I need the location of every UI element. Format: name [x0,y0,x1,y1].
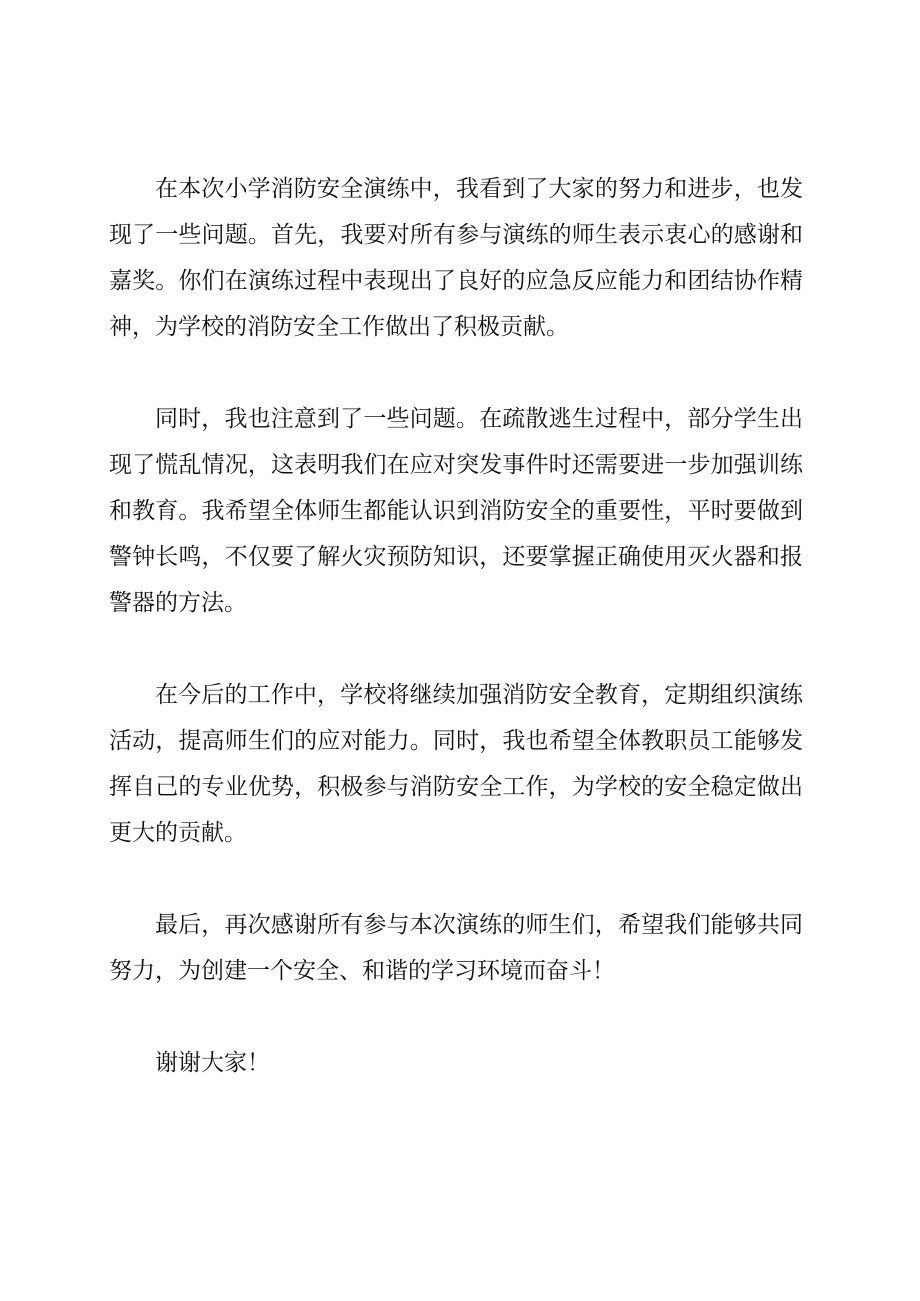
document-body [109,166,803,1132]
closing-line: 谢谢大家！ [155,1050,270,1076]
paragraph-problems: 同时，我也注意到了一些问题。在疏散逃生过程中，部分学生出现了慌乱情况，这表明我们在应对突发事件时还需要进一步加强训练和教育。我希望全体师生都能认识到消防安全的重要性，平时要做到警钟长鸣，不仅要了解火灾预防知识，还要掌握正确使用灭火器和报警器的方法。 [109,406,803,616]
paragraph-thanks: 在本次小学消防安全演练中，我看到了大家的努力和进步，也发现了一些问题。首先，我要对所有参与演练的师生表示衷心的感谢和嘉奖。你们在演练过程中表现出了良好的应急反应能力和团结协作精神，为学校的消防安全工作做出了积极贡献。 [109,176,803,340]
paragraph-future-work: 在今后的工作中，学校将继续加强消防安全教育，定期组织演练活动，提高师生们的应对能力。同时，我也希望全体教职员工能够发挥自己的专业优势，积极参与消防安全工作，为学校的安全稳定做出更大的贡献。 [109,682,803,846]
paragraph-conclusion: 最后，再次感谢所有参与本次演练的师生们，希望我们能够共同努力，为创建一个安全、和谐的学习环境而奋斗！ [109,912,803,984]
